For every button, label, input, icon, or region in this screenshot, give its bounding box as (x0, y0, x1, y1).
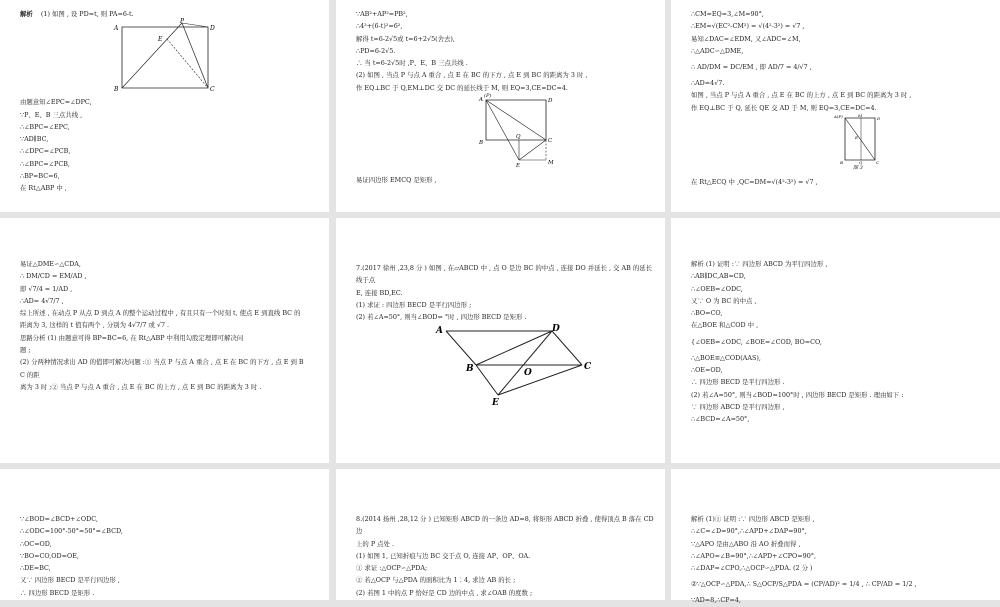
parallelogram-figure (424, 323, 594, 407)
panel-9-line: ∴∠DAP=∠CPO,∴△OCP∽△PDA. (2 分 ) (691, 564, 813, 573)
rectangle-fold-figure (112, 20, 242, 92)
panel-9-line: ∵△APO 是由△ABO 沿 AO 折叠而得 , (691, 539, 801, 548)
fig-label: E (516, 163, 521, 170)
panel-2-line: 作 EQ⊥BC 于 Q,EM⊥DC 交 DC 的延长线于 M, 则 EQ=3,CE=DC=4. (356, 83, 568, 92)
panel-3-line: 在 Rt△ECQ 中 ,QC=DM=√(4²-3²) = √7 , (691, 178, 818, 187)
panel-7-line: ∵BO=CO,OD=OE, (20, 551, 79, 560)
panel-1-line: ∵P、E、B 三点共线 , (20, 110, 83, 119)
panel-3-line: ∴EM=√(EC²-CM²) = √(4²-3²) = √7 , (691, 22, 805, 31)
fig-label: D (877, 116, 881, 122)
panel-8-line: 上的 P 点处 . (356, 539, 394, 548)
panel-9-line: ∴∠C=∠D=90°,∴∠APD+∠DAP=90°, (691, 527, 807, 536)
fig-label: M (858, 113, 863, 119)
panel-3-line: ∴△ADC∽△DME, (691, 46, 744, 55)
fig-label: O (524, 368, 532, 379)
panel-1-line: 在 Rt△ABP 中 , (20, 184, 67, 193)
panel-6-line: ∴BO=CO, (691, 309, 723, 318)
panel-5 (336, 218, 665, 463)
panel-1-line: 由题意知∠EPC=∠DPC, (20, 98, 92, 107)
panel-5-line: E, 连接 BD,EC. (356, 288, 403, 297)
panel-6-line: 又∵ O 为 BC 的中点 , (691, 296, 757, 305)
panel-2-line: 易证四边形 EMCQ 是矩形 , (356, 176, 437, 185)
fig-label: C (584, 362, 592, 373)
panel-4 (0, 218, 329, 463)
panel-2-line: (2) 如图 , 当点 P 与点 A 重合 , 点 E 在 BC 的下方 , 点 E 到 BC 的距离为 3 时 , (356, 71, 588, 80)
panel-6-line: ∴∠BCD=∠A=50°, (691, 415, 750, 424)
panel-7-line: ∴DE=BC, (20, 564, 51, 573)
panel-6-line: {∠OEB=∠ODC, ∠BOE=∠COD, BO=CO, (691, 337, 822, 346)
panel-1-line: ∵AD∥BC, (20, 135, 49, 144)
panel-4-line: 综上所述 , 在动点 P 从点 D 到点 A 的整个运动过程中 , 有且只有一个时刻 t, 使点 E 到直线 BC 的 (20, 309, 301, 318)
figure-caption: 图 3 (853, 165, 863, 172)
panel-8-line: 8.(2014 扬州 ,28,12 分 ) 已知矩形 ABCD 的一条边 AD=8, 将矩形 ABCD 折叠 , 使得顶点 B 落在 CD (356, 515, 654, 523)
panel-2-line: ∴PD=6-2√5. (356, 46, 396, 55)
fig-label: B (840, 160, 843, 166)
panel-7-line: 又∵ 四边形 BECD 是平行四边形 , (20, 576, 120, 585)
panel-2-line: ∴4²+(6-t)²=6², (356, 22, 403, 31)
panel-6-line: ∴△BOE≌△COD(AAS), (691, 353, 761, 362)
panel-3-line: ∴CM=EQ=3,∠M=90°, (691, 10, 764, 18)
panel-1-line: ∴∠BPC=∠PCB, (20, 159, 70, 168)
panel-9-line: ∴∠APO=∠B=90°,∴∠APD+∠CPO=90°, (691, 551, 817, 560)
panel-6 (671, 218, 1000, 463)
panel-8-line: ① 求证 :△OCP∽△PDA; (356, 564, 428, 573)
panel-6-line: 在△BOE 和△COD 中 , (691, 321, 759, 330)
panel-8 (336, 469, 665, 600)
panel-1-line (20, 8, 311, 20)
panel-2-line: ∵AB²+AP²=PB², (356, 10, 408, 18)
panel-6-line: ∴ 四边形 BECD 是平行四边形 . (691, 378, 785, 387)
panel-4-line: 距离为 3, 这样的 t 值有两个 , 分别为 4√7/7 或 √7 . (20, 321, 170, 330)
panel-5-line: (2) 若∠A=50°, 则当∠BOD= °时 , 四边形 BECD 是矩形 . (356, 313, 527, 322)
fig-label: C (876, 160, 880, 166)
panel-6-line: ∴AB∥DC,AB=CD, (691, 272, 746, 281)
panel-5-line: 7.(2017 徐州 ,23,8 分 ) 如图 , 在▱ABCD 中 , 点 O 是边 BC 的中点 , 连接 DO 并延长 , 交 AB 的延长 (356, 264, 652, 272)
panel-6-line: 解析 (1) 证明 :∵ 四边形 ABCD 为平行四边形 , (691, 260, 828, 268)
panel-6-line: (2) 若∠A=50°, 则当∠BOD=100°时 , 四边形 BECD 是矩形 . 理由如下 : (691, 390, 904, 399)
fig-label: A(P) (834, 114, 843, 120)
panel-8-line: (2) 若图 1 中的点 P 恰好是 CD 边的中点 , 求∠OAB 的度数 ; (356, 588, 533, 597)
panel-8-line: ② 若△OCP 与△PDA 的面积比为 1∶4, 求边 AB 的长 ; (356, 576, 516, 585)
panel-4-line: 离为 3 时 ;② 当点 P 与点 A 重合 , 点 E 在 BC 的上方 , 点 E 到 BC 的距离为 3 时 . (20, 382, 262, 391)
fig-label: C (548, 138, 553, 145)
fig-label: B (479, 140, 484, 147)
panel-8-line: (1) 如图 1, 已知折痕与边 BC 交于点 O, 连接 AP、OP、OA. (356, 551, 531, 560)
fig-label: M (548, 160, 554, 167)
panel-7-line: ∴OC=OD, (20, 539, 52, 548)
fig-label: E (158, 36, 163, 44)
panel-1-line: ∴∠DPC=∠PCB, (20, 147, 71, 156)
panel-5-line: 线于点 (356, 276, 376, 285)
panel-2-line: ∴ 当 t=6-2√5时 ,P、E、B 三点共线 . (356, 59, 468, 68)
rectangle-point-above-figure (831, 114, 891, 170)
panel-9 (671, 469, 1000, 605)
panel-3-line: ∴ AD/DM = DC/EM , 即 AD/7 = 4/√7 , (691, 63, 812, 72)
panel-7 (0, 469, 329, 600)
panel-6-line: ∴∠OEB=∠ODC, (691, 284, 743, 293)
panel-3-line: 如图 , 当点 P 与点 A 重合 , 点 E 在 BC 的上方 , 点 E 到 BC 的距离为 3 时 , (691, 91, 912, 100)
panel-1 (0, 0, 329, 212)
fig-label: D (548, 98, 553, 105)
fig-label: B (114, 86, 119, 94)
panel-7-line: ∴∠ODC=100°-50°=50°=∠BCD, (20, 527, 123, 536)
panel-4-line: 即 √7/4 = 1/AD , (20, 284, 73, 293)
panel-1-line: ∴∠BPC=∠EPC, (20, 122, 70, 131)
panel-7-line: ∵∠BOD=∠BCD+∠ODC, (20, 515, 98, 523)
panel-4-line: 思路分析 (1) 由题意可得 BP=BC=6, 在 Rt△ABP 中利用勾股定理即可解决问 (20, 333, 244, 342)
fig-label: A (114, 25, 119, 33)
panel-1-line: ∴BP=BC=6, (20, 172, 60, 181)
panel-4-line: C 的距 (20, 370, 40, 379)
fig-label: E (855, 135, 858, 141)
panel-2-line: 解得 t=6-2√5或 t=6+2√5(舍去), (356, 34, 455, 43)
panel-9-line: 解析 (1)① 证明 :∵ 四边形 ABCD 是矩形 , (691, 515, 815, 523)
panel-4-line: 题 ; (20, 346, 31, 355)
panel-2 (336, 0, 665, 212)
panel-4-line: ∴ DM/CD = EM/AD , (20, 272, 87, 281)
panel-4-line: (2) 分两种情况求出 AD 的值即可解决问题 :① 当点 P 与点 A 重合 , 点 E 在 BC 的下方 , 点 E 到 B (20, 358, 304, 367)
fig-label: C (210, 86, 215, 94)
fig-label: (P) (484, 93, 492, 100)
fig-label: A (479, 97, 483, 104)
panel-9-line: ∵AD=8,∴CP=4, (691, 596, 741, 605)
panel-7-line: ∴ 四边形 BECD 是矩形 . (20, 588, 95, 597)
panel-9-line: ②∵△OCP∽△PDA,∴ S△OCP/S△PDA = (CP/AD)² = 1/4 , ∴ CP/AD = 1/2 , (691, 580, 917, 589)
rectangle-abcd (122, 27, 208, 88)
fig-label: D (210, 25, 215, 33)
panel-4-line: 易证△DME∽△CDA, (20, 260, 81, 268)
panel-1-text: (1) 如图 , 设 PD=t, 则 PA=6-t. (40, 10, 134, 18)
panel-5-line: (1) 求证 : 四边形 BECD 是平行四边形 ; (356, 300, 472, 309)
fig-label: Q (859, 160, 863, 166)
panel-4-line: ∴AD= 4√7/7 , (20, 296, 64, 305)
panel-3-line: 作 EQ⊥BC 于 Q, 延长 QE 交 AD 于 M, 则 EQ=3,CE=DC=4. (691, 103, 877, 112)
fig-label: A (436, 326, 443, 337)
panel-3-line: 易知∠DAC=∠EDM, 又∠ADC=∠M, (691, 34, 801, 43)
panel-3 (671, 0, 1000, 212)
fig-label: D (552, 324, 560, 335)
panel-3-line: ∴AD=4√7. (691, 79, 725, 88)
rectangle-point-below-figure (468, 94, 568, 168)
panel-6-line: ∵ 四边形 ABCD 是平行四边形 , (691, 402, 785, 411)
panel-8-line: 边 (356, 527, 363, 536)
fig-label: B (466, 364, 474, 375)
analysis-heading: 解析 (20, 10, 33, 18)
fig-label: P (180, 18, 185, 26)
fig-label: E (492, 398, 499, 409)
panel-6-line: ∴OE=OD, (691, 366, 723, 375)
fig-label: Q (516, 134, 521, 141)
